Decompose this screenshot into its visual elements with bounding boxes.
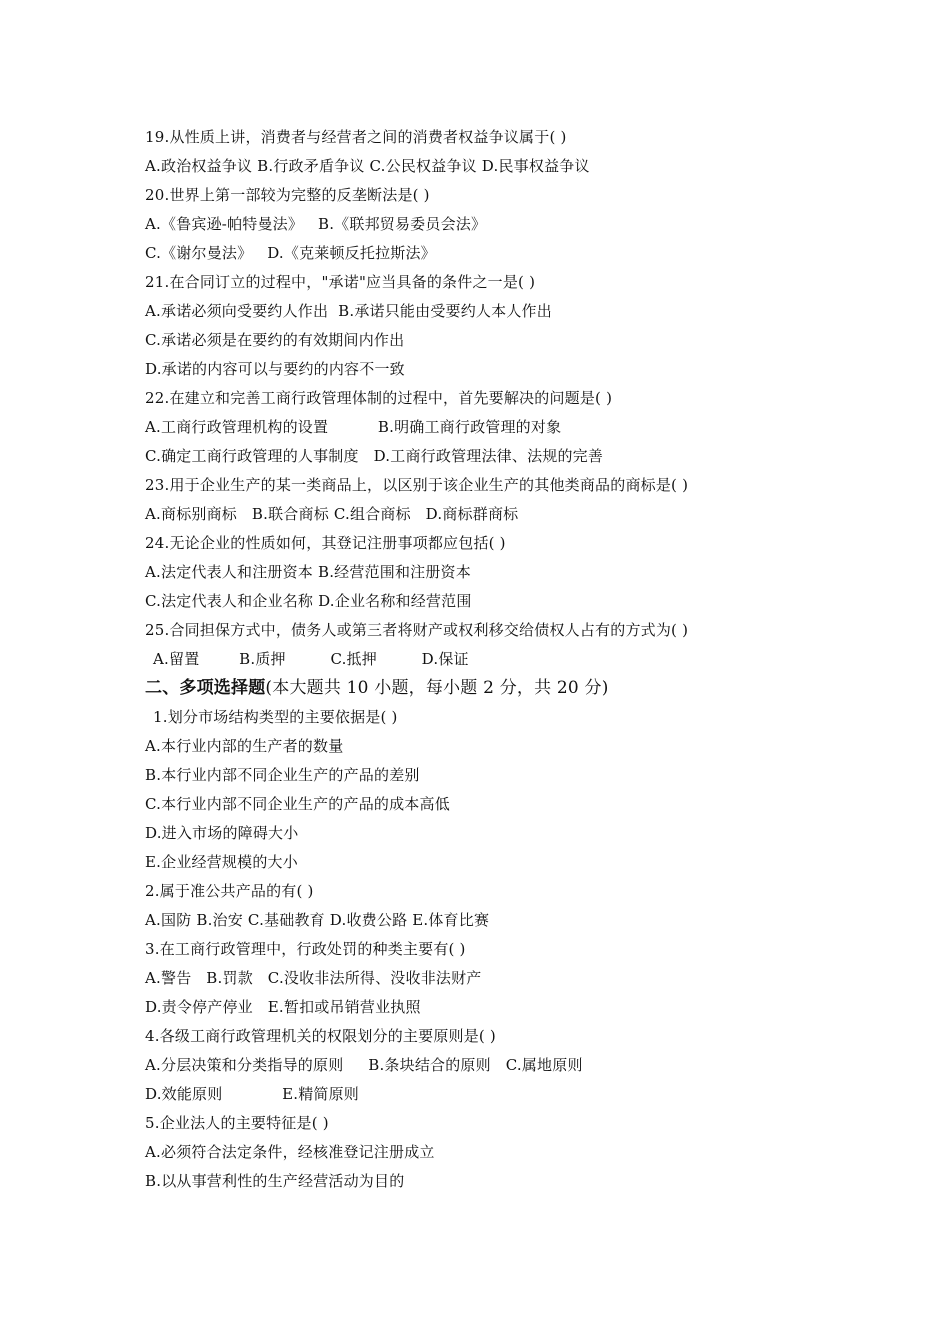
text-line: B.本行业内部不同企业生产的产品的差别 — [145, 766, 420, 784]
text-line: 5.企业法人的主要特征是( ) — [145, 1114, 329, 1132]
text-line: 3.在工商行政管理中，行政处罚的种类主要有( ) — [145, 940, 466, 958]
text-line: A.政治权益争议 B.行政矛盾争议 C.公民权益争议 D.民事权益争议 — [145, 157, 590, 175]
text-line: A.本行业内部的生产者的数量 — [145, 737, 344, 755]
section-heading — [145, 674, 865, 703]
text-line: D.责令停产停业 E.暂扣或吊销营业执照 — [145, 998, 421, 1016]
section-title: 二、多项选择题 — [145, 678, 266, 698]
text-line: 4.各级工商行政管理机关的权限划分的主要原则是( ) — [145, 1027, 496, 1045]
text-line: A.国防 B.治安 C.基础教育 D.收费公路 E.体育比赛 — [145, 911, 490, 929]
section-subtitle: (本大题共 10 小题，每小题 2 分，共 20 分) — [265, 678, 609, 698]
text-line: A.分层决策和分类指导的原则 B.条块结合的原则 C.属地原则 — [145, 1056, 583, 1074]
text-line: 21.在合同订立的过程中，"承诺"应当具备的条件之一是( ) — [145, 273, 536, 291]
text-line: C.《谢尔曼法》 D.《克莱顿反托拉斯法》 — [145, 244, 436, 262]
text-line: 23.用于企业生产的某一类商品上，以区别于该企业生产的其他类商品的商标是( ) — [145, 476, 689, 494]
text-line: A.商标别商标 B.联合商标 C.组合商标 D.商标群商标 — [145, 505, 519, 523]
text-line: 2.属于准公共产品的有( ) — [145, 882, 314, 900]
text-line: 24.无论企业的性质如何，其登记注册事项都应包括( ) — [145, 534, 506, 552]
question-1-stem: 1.划分市场结构类型的主要依据是( ) — [153, 708, 398, 726]
text-line: 19.从性质上讲，消费者与经营者之间的消费者权益争议属于( ) — [145, 128, 567, 146]
text-line: 20.世界上第一部较为完整的反垄断法是( ) — [145, 186, 430, 204]
text-line: C.本行业内部不同企业生产的产品的成本高低 — [145, 795, 450, 813]
text-line: A.法定代表人和注册资本 B.经营范围和注册资本 — [145, 563, 471, 581]
text-line: A.警告 B.罚款 C.没收非法所得、没收非法财产 — [145, 969, 482, 987]
text-line: D.效能原则 E.精简原则 — [145, 1085, 359, 1103]
text-line: E.企业经营规模的大小 — [145, 853, 298, 871]
text-line: A.工商行政管理机构的设置 B.明确工商行政管理的对象 — [145, 418, 562, 436]
text-line: A.《鲁宾逊-帕特曼法》 B.《联邦贸易委员会法》 — [145, 215, 487, 233]
text-line: C.承诺必须是在要约的有效期间内作出 — [145, 331, 405, 349]
text-line: C.确定工商行政管理的人事制度 D.工商行政管理法律、法规的完善 — [145, 447, 604, 465]
text-line: B.以从事营利性的生产经营活动为目的 — [145, 1172, 405, 1190]
question-25-options: A.留置 B.质押 C.抵押 D.保证 — [153, 650, 469, 668]
text-line: A.必须符合法定条件，经核准登记注册成立 — [145, 1143, 435, 1161]
text-line: A.承诺必须向受要约人作出 B.承诺只能由受要约人本人作出 — [145, 302, 552, 320]
text-line: 22.在建立和完善工商行政管理体制的过程中，首先要解决的问题是( ) — [145, 389, 613, 407]
text-line: 25.合同担保方式中，债务人或第三者将财产或权利移交给债权人占有的方式为( ) — [145, 621, 689, 639]
text-line: D.承诺的内容可以与要约的内容不一致 — [145, 360, 405, 378]
page-content — [145, 123, 865, 1196]
text-line: C.法定代表人和企业名称 D.企业名称和经营范围 — [145, 592, 472, 610]
text-line: D.进入市场的障碍大小 — [145, 824, 299, 842]
